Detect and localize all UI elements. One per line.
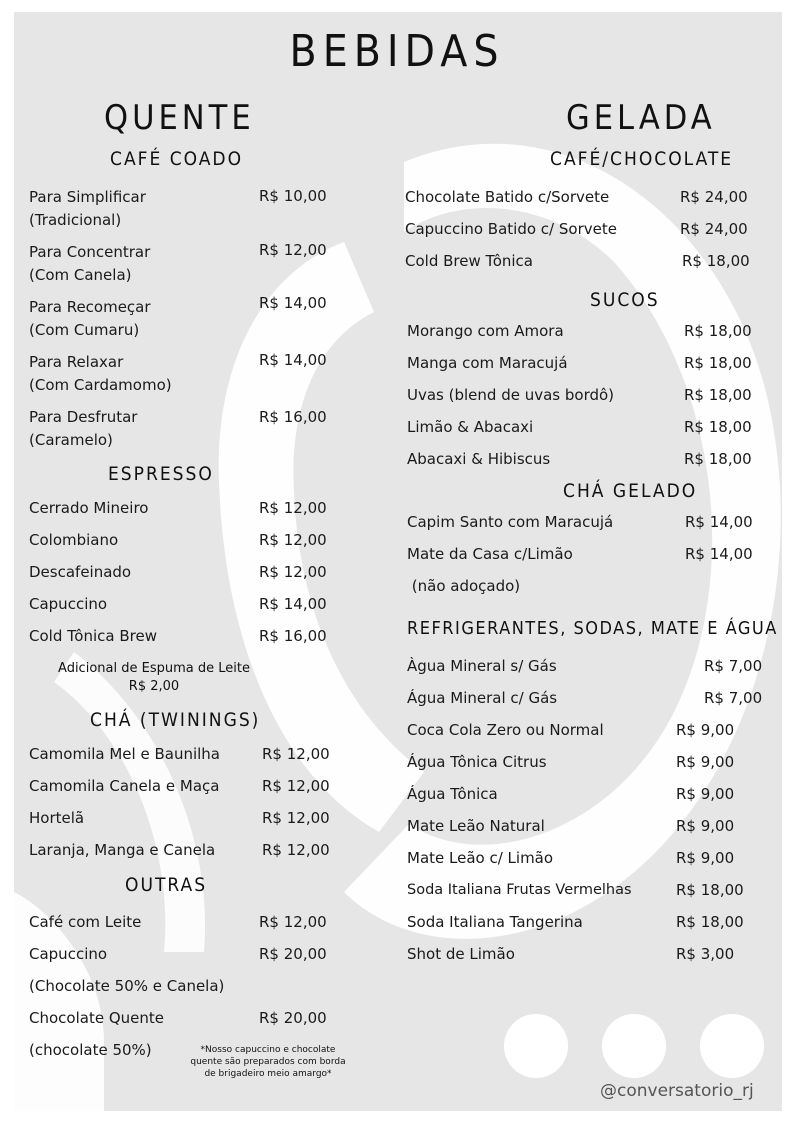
menu-item-price: R$ 18,00: [682, 252, 750, 270]
menu-item-name: Para Simplificar: [29, 188, 146, 206]
menu-item-price: R$ 14,00: [259, 351, 327, 369]
espresso-note: [40, 660, 268, 696]
section-title-cha-gelado: CHÁ GELADO: [563, 480, 698, 502]
menu-item-price: R$ 10,00: [259, 187, 327, 205]
menu-item-sub: (Com Cardamomo): [29, 376, 172, 394]
menu-item-name: Camomila Canela e Maça: [29, 777, 220, 795]
menu-item-name: Cold Brew Tônica: [405, 252, 533, 270]
menu-item-name: Descafeinado: [29, 563, 132, 581]
menu-item-price: R$ 24,00: [680, 188, 748, 206]
footnote-line: de brigadeiro meio amargo*: [204, 1069, 332, 1079]
section-title-espresso: ESPRESSO: [108, 463, 214, 485]
menu-item-name: Laranja, Manga e Canela: [29, 841, 216, 859]
menu-item-sub: (Com Cumaru): [29, 321, 140, 339]
menu-item-price: R$ 12,00: [262, 841, 330, 859]
menu-item-price: R$ 7,00: [704, 657, 763, 675]
menu-item-sub: (Caramelo): [29, 431, 113, 449]
menu-item-name: Limão & Abacaxi: [407, 418, 534, 436]
menu-item-price: R$ 18,00: [676, 913, 744, 931]
section-title-refrigerantes: REFRIGERANTES, SODAS, MATE E ÁGUA: [407, 618, 778, 639]
menu-item-name: Para Desfrutar: [29, 408, 138, 426]
menu-item-name: Manga com Maracujá: [407, 354, 568, 372]
menu-item-price: R$ 3,00: [676, 945, 735, 963]
menu-item-price: R$ 18,00: [684, 418, 752, 436]
espresso-note-line: Adicional de Espuma de Leite: [58, 661, 250, 676]
menu-item-price: R$ 12,00: [259, 241, 327, 259]
menu-item-name: Hortelã: [29, 809, 85, 827]
menu-item-price: R$ 12,00: [262, 745, 330, 763]
page-title: BEBIDAS: [289, 26, 505, 77]
menu-item-sub: (não adoçado): [407, 577, 521, 595]
menu-item-name: Cerrado Mineiro: [29, 499, 149, 517]
section-title-sucos: SUCOS: [590, 289, 660, 311]
menu-item-price: R$ 12,00: [259, 531, 327, 549]
menu-item-name: Mate da Casa c/Limão: [407, 545, 573, 563]
menu-item-price: R$ 20,00: [259, 945, 327, 963]
section-title-cha: CHÁ (TWININGS): [90, 709, 261, 731]
menu-item-name: Capim Santo com Maracujá: [407, 513, 614, 531]
menu-item-price: R$ 9,00: [676, 849, 735, 867]
menu-item-name: Água Tônica: [407, 785, 498, 803]
menu-item-name: Morango com Amora: [407, 322, 564, 340]
menu-item-name: Chocolate Batido c/Sorvete: [405, 188, 610, 206]
menu-item-name: Abacaxi & Hibiscus: [407, 450, 551, 468]
menu-item-sub: (chocolate 50%): [29, 1041, 152, 1059]
menu-item-price: R$ 9,00: [676, 721, 735, 739]
menu-item-price: R$ 24,00: [680, 220, 748, 238]
menu-item-name: Chocolate Quente: [29, 1009, 164, 1027]
section-title-outras: OUTRAS: [125, 874, 208, 896]
menu-item-sub: (Chocolate 50% e Canela): [29, 977, 225, 995]
menu-item-price: R$ 9,00: [676, 785, 735, 803]
menu-item-sub: (Com Canela): [29, 266, 132, 284]
menu-item-price: R$ 12,00: [259, 563, 327, 581]
menu-item-name: Shot de Limão: [407, 945, 515, 963]
menu-item-name: Camomila Mel e Baunilha: [29, 745, 220, 763]
menu-item-name: Capuccino: [29, 595, 108, 613]
menu-item-price: R$ 14,00: [685, 545, 753, 563]
espresso-note-price: R$ 2,00: [128, 679, 180, 694]
menu-item-name: Café com Leite: [29, 913, 142, 931]
menu-item-price: R$ 18,00: [676, 881, 744, 899]
menu-item-name: Cold Tônica Brew: [29, 627, 157, 645]
menu-item-price: R$ 18,00: [684, 386, 752, 404]
menu-item-name: Soda Italiana Frutas Vermelhas: [407, 882, 632, 898]
menu-item-price: R$ 18,00: [684, 450, 752, 468]
menu-item-name: Para Concentrar: [29, 243, 151, 261]
menu-item-price: R$ 18,00: [684, 354, 752, 372]
quente-title: QUENTE: [104, 98, 255, 138]
social-handle: @conversatorio_rj: [600, 1081, 754, 1101]
menu-item-price: R$ 20,00: [259, 1009, 327, 1027]
menu-item-price: R$ 16,00: [259, 627, 327, 645]
menu-item-price: R$ 7,00: [704, 689, 763, 707]
menu-item-name: Água Tônica Citrus: [407, 753, 547, 771]
menu-item-name: Soda Italiana Tangerina: [407, 913, 583, 931]
menu-item-name: Mate Leão Natural: [407, 817, 545, 835]
menu-item-name: Para Recomeçar: [29, 298, 151, 316]
menu-item-price: R$ 12,00: [259, 499, 327, 517]
menu-item-name: Colombiano: [29, 531, 119, 549]
footnote-line: *Nosso capuccino e chocolate: [200, 1045, 336, 1055]
menu-item-price: R$ 14,00: [259, 294, 327, 312]
menu-item-price: R$ 12,00: [262, 809, 330, 827]
menu-item-name: Para Relaxar: [29, 353, 124, 371]
menu-item-name: Àgua Mineral s/ Gás: [407, 657, 557, 675]
menu-item-price: R$ 18,00: [684, 322, 752, 340]
menu-item-price: R$ 9,00: [676, 753, 735, 771]
menu-item-price: R$ 16,00: [259, 408, 327, 426]
menu-item-name: Mate Leão c/ Limão: [407, 849, 554, 867]
menu-item-price: R$ 9,00: [676, 817, 735, 835]
menu-item-name: Coca Cola Zero ou Normal: [407, 721, 604, 739]
footnote-line: quente são preparados com borda: [190, 1057, 346, 1067]
menu-item-sub: (Tradicional): [29, 211, 122, 229]
decorative-circle: [700, 1014, 764, 1078]
decorative-circle: [602, 1014, 666, 1078]
section-title-cafe-chocolate: CAFÉ/CHOCOLATE: [550, 148, 734, 170]
decorative-circle: [504, 1014, 568, 1078]
gelada-title: GELADA: [566, 98, 716, 138]
menu-item-name: Água Mineral c/ Gás: [407, 689, 558, 707]
menu-item-price: R$ 12,00: [259, 913, 327, 931]
menu-item-price: R$ 14,00: [259, 595, 327, 613]
footnote: [180, 1044, 356, 1080]
menu-item-name: Capuccino: [29, 945, 108, 963]
menu-item-price: R$ 14,00: [685, 513, 753, 531]
menu-item-price: R$ 12,00: [262, 777, 330, 795]
menu-item-name: Capuccino Batido c/ Sorvete: [405, 220, 617, 238]
menu-item-name: Uvas (blend de uvas bordô): [407, 386, 615, 404]
section-title-cafe-coado: CAFÉ COADO: [110, 148, 244, 170]
